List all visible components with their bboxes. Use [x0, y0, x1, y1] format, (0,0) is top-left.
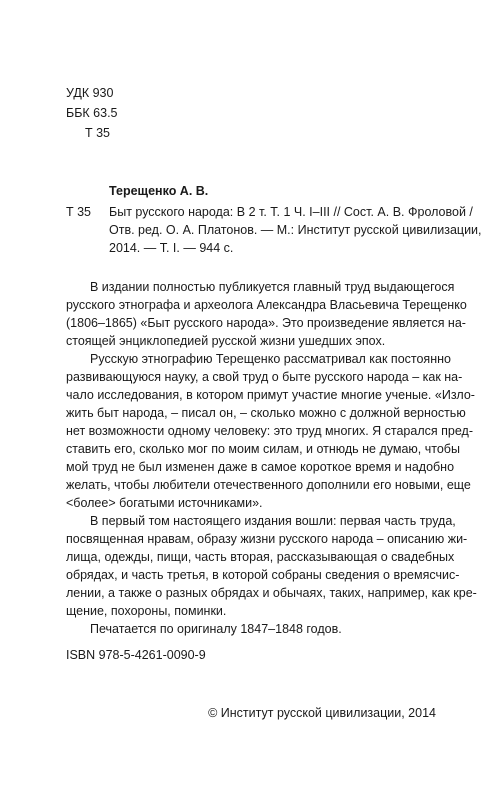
- annotation-line: В издании полностью публикуется главный труд выдающегося: [90, 280, 455, 294]
- annotation-line: ставить его, сколько мог по моим силам, и отнюдь не думаю, чтобы: [66, 442, 460, 456]
- annotation-line: посвященная нравам, образу жизни русского народа – описанию жи-: [66, 532, 468, 546]
- annotation-line: нет возможности одному человеку: это труд многих. Я старался пред-: [66, 424, 473, 438]
- author-heading: Терещенко А. В.: [109, 184, 209, 198]
- annotation-line: развивающуюся науку, а свой труд о быте русского народа – как на-: [66, 370, 463, 384]
- annotation-line: Русскую этнографию Терещенко рассматривал как постоянно: [90, 352, 451, 366]
- annotation-line: щение, похороны, поминки.: [66, 604, 227, 618]
- annotation-line: (1806–1865) «Быт русского народа». Это произведение является на-: [66, 316, 466, 330]
- catalog-author-mark: Т 35: [66, 205, 92, 219]
- annotation-line: стоящей энциклопедией русской жизни ушедших эпох.: [66, 334, 386, 348]
- annotation-line: чало исследования, в котором примут участие многие ученые. «Изло-: [66, 388, 475, 402]
- annotation-line: обрядах, и часть третья, в которой собраны сведения о времясчис-: [66, 568, 460, 582]
- biblio-line: Быт русского народа: В 2 т. Т. 1 Ч. I–III // Сост. А. В. Фроловой /: [109, 205, 473, 219]
- annotation-line: <более> богатыми источниками».: [66, 496, 263, 510]
- annotation-line: В первый том настоящего издания вошли: первая часть труда,: [90, 514, 456, 528]
- udk-code: УДК 930: [66, 86, 114, 100]
- annotation-line: мой труд не был изменен даже в самое короткое время и надобно: [66, 460, 455, 474]
- annotation-line: лении, а также о разных обрядах и обычаях, таких, например, как кре-: [66, 586, 477, 600]
- classification-codes: [66, 83, 118, 143]
- annotation-line: желать, чтобы любители отечественного дополнили его новыми, еще: [66, 478, 471, 492]
- bbk-code: ББК 63.5: [66, 106, 118, 120]
- biblio-line: Отв. ред. О. А. Платонов. — М.: Институт русской цивилизации,: [109, 223, 482, 237]
- isbn: ISBN 978-5-4261-0090-9: [66, 648, 206, 662]
- annotation-line: лища, одежды, пищи, часть вторая, рассказывающая о свадебных: [66, 550, 455, 564]
- biblio-line: 2014. — Т. I. — 944 с.: [109, 241, 234, 255]
- annotation-line: русского этнографа и археолога Александра Власьевича Терещенко: [66, 298, 467, 312]
- copyright-notice: © Институт русской цивилизации, 2014: [208, 706, 436, 720]
- annotation: [66, 278, 477, 638]
- annotation-line: жить быт народа, – писал он, – сколько можно с должной верностью: [66, 406, 466, 420]
- annotation-line: Печатается по оригиналу 1847–1848 годов.: [90, 622, 342, 636]
- author-mark: Т 35: [85, 126, 111, 140]
- bibliographic-description: [109, 203, 482, 257]
